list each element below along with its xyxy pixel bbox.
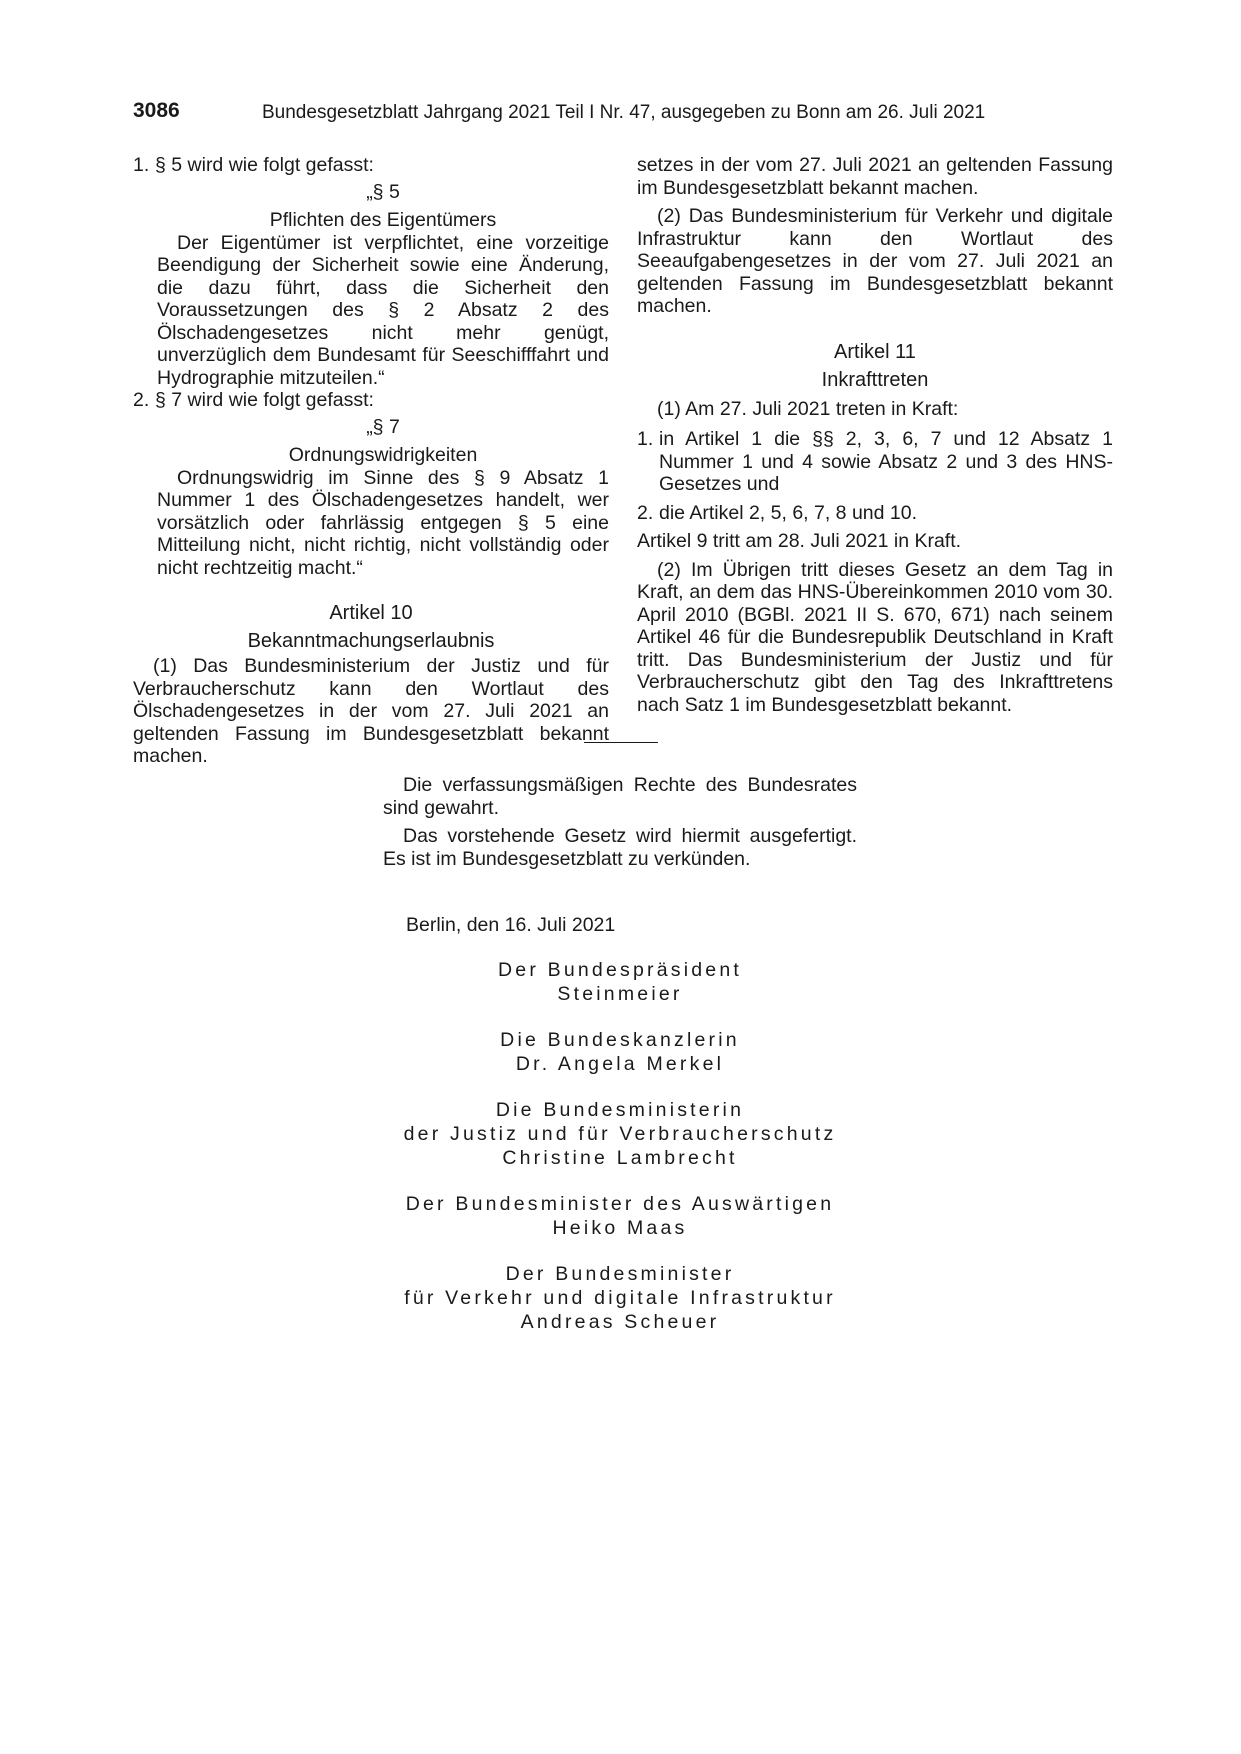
article-10-paragraph-2: (2) Das Bundesministerium für Verkehr und digitale Infrastruktur kann den Wortlaut des Seeaufgabengesetzes in der vom 27. Juli 2021 an geltenden Fassung im Bundesgesetzblatt bekannt machen. bbox=[637, 205, 1113, 317]
article-11-paragraph-1: (1) Am 27. Juli 2021 treten in Kraft: bbox=[657, 397, 959, 420]
signature-minister-justice: Die Bundesministerin der Justiz und für Verbraucherschutz Christine Lambrecht bbox=[403, 1099, 837, 1169]
left-column bbox=[133, 154, 609, 767]
closing-formula bbox=[383, 774, 857, 870]
article-10-label: Artikel 10 bbox=[329, 602, 413, 624]
bundesrat-rights-statement: Die verfassungsmäßigen Rechte des Bundesrates sind gewahrt. bbox=[383, 774, 857, 819]
article-10-paragraph-1-continued: setzes in der vom 27. Juli 2021 an geltenden Fassung im Bundesgesetzblatt bekannt machen. bbox=[637, 154, 1113, 199]
signing-date: Berlin, den 16. Juli 2021 bbox=[406, 914, 616, 936]
article-11-label: Artikel 11 bbox=[834, 340, 916, 363]
list-item: 2. die Artikel 2, 5, 6, 7, 8 und 10. bbox=[637, 501, 918, 524]
section-5-heading: „§ 5 bbox=[366, 180, 400, 203]
section-5-body: Der Eigentümer ist verpflichtet, eine vorzeitige Beendigung der Sicherheit sowie eine Änderung, die dazu führt, dass die Sicherheit den Voraussetzungen des § 2 Absatz 2 des Ölschadengesetzes nicht mehr genügt, unverzüglich dem Bundesamt für Seeschifffahrt und Hydrographie mitzuteilen.“ bbox=[157, 231, 609, 389]
list-item: 1. in Artikel 1 die §§ 2, 3, 6, 7 und 12 Absatz 1 Nummer 1 und 4 sowie Absatz 2 und 3 des HNS-Gesetzes und bbox=[637, 428, 1113, 495]
publication-title: Bundesgesetzblatt Jahrgang 2021 Teil I Nr. 47, ausgegeben zu Bonn am 26. Juli 2021 bbox=[262, 102, 986, 123]
section-7-title: Ordnungswidrigkeiten bbox=[288, 444, 478, 466]
signature-federal-chancellor: Die Bundeskanzlerin Dr. Angela Merkel bbox=[500, 1029, 740, 1075]
page-number: 3086 bbox=[133, 99, 180, 122]
signature-federal-president: Der Bundespräsident Steinmeier bbox=[498, 959, 742, 1005]
article-9-entry-into-force: Artikel 9 tritt am 28. Juli 2021 in Kraft. bbox=[637, 530, 962, 552]
article-10-title: Bekanntmachungserlaubnis bbox=[247, 630, 495, 652]
section-divider bbox=[584, 742, 658, 743]
article-11-paragraph-2: (2) Im Übrigen tritt dieses Gesetz an dem Tag in Kraft, an dem das HNS-Übereinkommen 2010 vom 30. April 2010 (BGBl. 2021 II S. 670, 671) nach seinem Artikel 46 für die Bundesrepublik Deutschland in Kraft tritt. Das Bundesministerium der Justiz und für Verbraucherschutz gibt den Tag des Inkrafttretens nach Satz 1 im Bundesgesetzblatt bekannt. bbox=[637, 558, 1113, 716]
amendment-item-2: 2. § 7 wird wie folgt gefasst: bbox=[133, 389, 374, 411]
article-10-paragraph-1: (1) Das Bundesministerium der Justiz und für Verbraucherschutz kann den Wortlaut des Ölschadengesetzes in der vom 27. Juli 2021 an geltenden Fassung im Bundesgesetzblatt bekannt machen. bbox=[133, 655, 609, 767]
signature-block bbox=[383, 958, 857, 1356]
section-5-title: Pflichten des Eigentümers bbox=[269, 209, 497, 231]
signature-minister-foreign-affairs: Der Bundesminister des Auswärtigen Heiko Maas bbox=[405, 1193, 835, 1239]
signature-minister-transport: Der Bundesminister für Verkehr und digitale Infrastruktur Andreas Scheuer bbox=[404, 1263, 836, 1333]
section-5-block bbox=[133, 177, 609, 390]
promulgation-statement: Das vorstehende Gesetz wird hiermit ausgefertigt. Es ist im Bundesgesetzblatt zu verkünden. bbox=[383, 825, 857, 870]
article-11-title: Inkrafttreten bbox=[821, 368, 929, 391]
section-7-body: Ordnungswidrig im Sinne des § 9 Absatz 1 Nummer 1 des Ölschadengesetzes handelt, wer vorsätzlich oder fahrlässig entgegen § 5 eine Mitteilung nicht, nicht richtig, nicht vollständig oder nicht rechtzeitig macht.“ bbox=[157, 466, 609, 579]
section-7-block bbox=[133, 412, 609, 580]
amendment-item-1: 1. § 5 wird wie folgt gefasst: bbox=[133, 154, 374, 176]
section-7-heading: „§ 7 bbox=[366, 415, 400, 438]
right-column bbox=[637, 154, 1113, 716]
